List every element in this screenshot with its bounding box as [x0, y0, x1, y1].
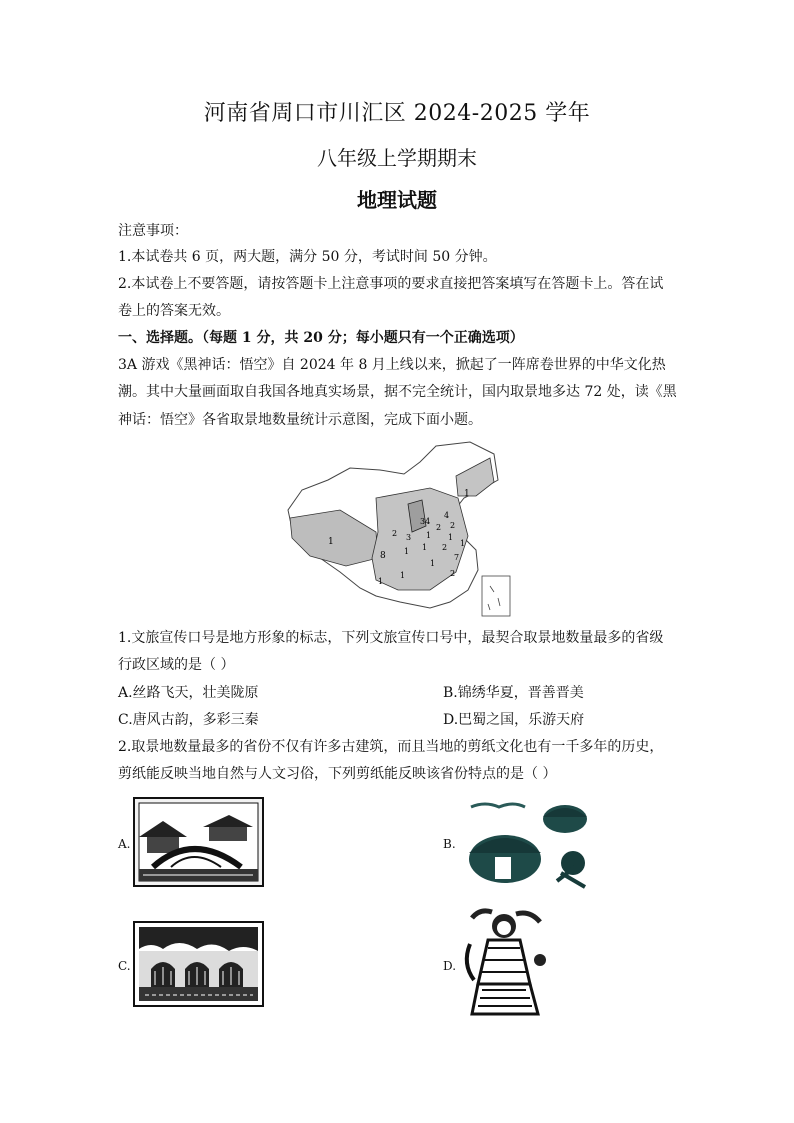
map-label-13: 8 [380, 551, 386, 561]
notes-heading: 注意事项： [118, 223, 188, 239]
section-heading: 一、选择题。（每题 1 分，共 20 分；每小题只有一个正确选项） [118, 330, 524, 346]
q1-stem-line-1: 1.文旅宣传口号是地方形象的标志，下列文旅宣传口号中，最契合取景地数量最多的省级 [118, 630, 664, 646]
q2-option-d-label: D. [443, 959, 457, 973]
q2-stem-line-2: 剪纸能反映当地自然与人文习俗，下列剪纸能反映该省份特点的是（ ） [118, 766, 557, 782]
q1-option-a: A.丝路飞天，壮美陇原 [118, 685, 259, 701]
map-label-15: 7 [454, 553, 460, 562]
q1-stem-line-2: 行政区域的是（ ） [118, 657, 235, 673]
map-label-12: 1 [422, 543, 428, 552]
q1-option-b: B.锦绣华夏，晋善晋美 [443, 685, 584, 701]
map-label-2: 1 [464, 489, 470, 499]
map-label-19: 1 [460, 539, 466, 548]
papercut-cave-dwelling-image [133, 921, 264, 1007]
q2-option-c-label: C. [118, 959, 131, 973]
map-label-18: 1 [400, 571, 406, 580]
map-label-17: 1 [378, 577, 384, 586]
q2-stem-line-1: 2.取景地数量最多的省份不仅有许多古建筑，而且当地的剪纸文化也有一千多年的历史， [118, 739, 664, 755]
exam-title-line2: 八年级上学期期末 [317, 146, 477, 170]
map-label-3: 4 [444, 511, 450, 520]
map-label-16: 2 [450, 569, 456, 578]
q2-option-a-label: A. [118, 837, 131, 851]
q1-option-c: C.唐风古韵，多彩三秦 [118, 712, 259, 728]
map-label-11: 2 [442, 543, 448, 552]
intro-line-2: 潮。其中大量画面取自我国各地真实场景，据不完全统计，国内取景地多达 72 处，读《黑 [118, 384, 677, 400]
map-label-8: 3 [406, 533, 412, 542]
map-label-6: 2 [392, 529, 398, 538]
china-location-map [280, 440, 516, 620]
intro-line-1: 3A 游戏《黑神话：悟空》自 2024 年 8 月上线以来，掀起了一阵席卷世界的中华文化热 [118, 357, 666, 373]
notes-item-1: 1.本试卷共 6 页，两大题，满分 50 分，考试时间 50 分钟。 [118, 249, 497, 265]
notes-item-2a: 2.本试卷上不要答题，请按答题卡上注意事项的要求直接把答案填写在答题卡上。答在试 [118, 276, 664, 292]
papercut-yurt-image [465, 797, 599, 889]
map-label-7: 2 [436, 523, 442, 532]
map-label-9: 1 [426, 531, 432, 540]
map-label-10: 1 [448, 533, 454, 542]
map-south-sea-inset [482, 576, 510, 616]
q2-option-b-label: B. [443, 837, 456, 851]
exam-title-line3: 地理试题 [357, 188, 437, 212]
map-label-4: 2 [450, 521, 456, 530]
map-label-20: 1 [430, 559, 436, 568]
map-label-14: 1 [404, 547, 410, 556]
notes-item-2b: 卷上的答案无效。 [118, 303, 230, 319]
map-label-5: 34 [420, 517, 431, 526]
papercut-bridge-image [133, 797, 264, 887]
q1-option-d: D.巴蜀之国，乐游天府 [443, 712, 585, 728]
map-label-1: 1 [328, 537, 334, 547]
papercut-dancer-image [458, 904, 550, 1024]
intro-line-3: 神话：悟空》各省取景地数量统计示意图，完成下面小题。 [118, 412, 482, 428]
exam-title-line1: 河南省周口市川汇区 2024-2025 学年 [203, 101, 591, 126]
